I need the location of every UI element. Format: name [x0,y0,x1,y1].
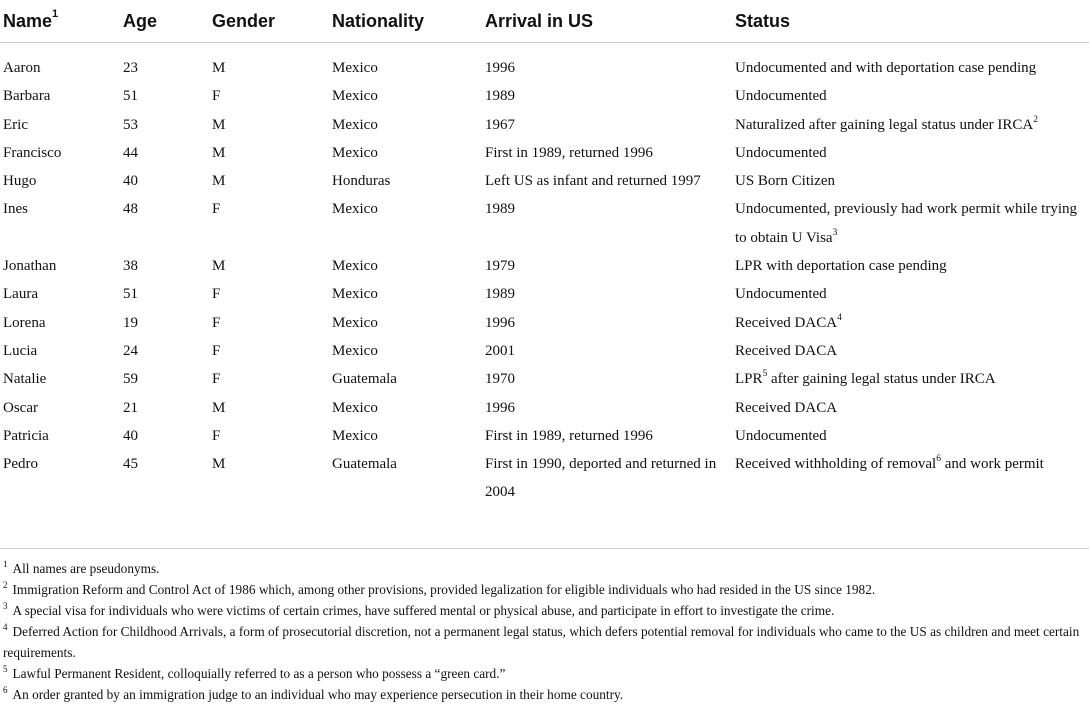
cell-arrival: 2001 [485,342,515,359]
cell-arrival: Left US as infant and returned 1997 [485,173,701,190]
cell-arrival: 1967 [485,116,515,133]
table-row [0,111,1089,139]
cell-age: 51 [123,88,138,105]
footnote-mark: 3 [3,600,8,611]
table-row [0,365,1089,393]
cell-gender: M [212,173,226,190]
footnote-marker: 2 [1033,114,1038,125]
cell-name: Patricia [3,427,49,444]
table-bottom-rule [0,548,1089,549]
footnote-text: Deferred Action for Childhood Arrivals, a form of prosecutorial discretion, not a permanent legal status, which defers potential removal for individuals who came to the US as children and meet certain requirements. [3,624,1080,660]
footnote-marker: 6 [936,454,941,465]
cell-nationality: Mexico [332,342,378,359]
header-age: Age [120,0,209,43]
header-arrival: Arrival in US [482,0,732,43]
footnote-5 [3,663,1089,684]
cell-gender: M [212,60,226,76]
cell-gender: F [212,342,221,359]
cell-arrival: 1989 [485,201,515,218]
cell-age: 53 [123,116,138,133]
cell-status: Received DACA [735,399,838,416]
cell-gender: F [212,371,221,388]
cell-status: Undocumented [735,286,827,303]
cell-nationality: Mexico [332,60,378,76]
footnote-marker: 4 [837,312,842,323]
cell-nationality: Mexico [332,286,378,303]
table-row [0,337,1089,365]
cell-name: Jonathan [3,258,57,275]
cell-name: Ines [3,201,28,218]
cell-age: 19 [123,314,138,331]
cell-nationality: Mexico [332,201,378,218]
cell-arrival: 1996 [485,314,515,331]
footnote-text: Immigration Reform and Control Act of 1986 which, among other provisions, provided legalization for eligible individuals who had resided in the US since 1982. [12,582,876,597]
cell-status: LPR with deportation case pending [735,258,947,275]
table-row [0,195,1089,252]
cell-name: Eric [3,116,28,133]
cell-gender: F [212,286,221,303]
cell-nationality: Honduras [332,173,391,190]
cell-nationality: Mexico [332,88,378,105]
cell-status: Received DACA$^4$ [735,312,842,331]
table-row [0,394,1089,422]
cell-status: Undocumented [735,427,827,444]
cell-gender: M [212,258,226,275]
cell-arrival: First in 1989, returned 1996 [485,144,653,161]
cell-nationality: Mexico [332,427,378,444]
cell-arrival: 1970 [485,371,515,388]
cell-gender: M [212,144,226,161]
cell-gender: F [212,314,221,331]
footnote-marker: 3 [832,227,838,238]
cell-gender: F [212,201,221,218]
cell-status: Undocumented [735,144,827,161]
table-row [0,139,1089,167]
cell-nationality: Mexico [332,258,378,275]
footnotes [3,558,1089,705]
cell-age: 40 [123,427,138,444]
footnote-6 [3,684,1089,705]
cell-age: 23 [123,60,138,76]
cell-status: US Born Citizen [735,173,835,190]
footnote-mark: 4 [3,621,8,632]
cell-nationality: Mexico [332,314,378,331]
table-row [0,309,1089,337]
cell-age: 51 [123,286,138,303]
table-row [0,450,1089,513]
cell-gender: F [212,88,221,105]
footnote-mark: 1 [3,558,8,569]
footnote-text: Lawful Permanent Resident, colloquially referred to as a person who possess a “green card.” [12,666,506,681]
cell-name: Lorena [3,314,46,331]
cell-arrival: 1996 [485,399,515,416]
cell-nationality: Mexico [332,116,378,133]
cell-name: Oscar [3,399,38,416]
table-row [0,280,1089,308]
cell-name: Francisco [3,144,62,161]
cell-status: LPR$^5$ after gaining legal status under IRCA [735,369,996,388]
cell-gender: M [212,116,226,133]
cell-nationality: Guatemala [332,456,397,473]
table-row [0,167,1089,195]
cell-age: 59 [123,371,138,388]
cell-name: Hugo [3,173,37,190]
cell-gender: M [212,399,226,416]
cell-name: Barbara [3,88,51,105]
cell-nationality: Mexico [332,399,378,416]
footnote-mark: 2 [3,579,8,590]
footnote-text: An order granted by an immigration judge to an individual who may experience persecution in their home country. [12,687,624,702]
cell-status: Received withholding of removal$^6$ and work permit [735,454,1044,473]
cell-gender: M [212,456,226,473]
table-row [0,43,1089,83]
cell-name: Natalie [3,371,47,388]
table-row [0,82,1089,110]
cell-arrival: First in 1989, returned 1996 [485,427,653,444]
table-row [0,422,1089,450]
header-nationality: Nationality [329,0,482,43]
cell-age: 40 [123,173,138,190]
cell-age: 45 [123,456,138,473]
header-gender: Gender [209,0,329,43]
footnote-4 [3,621,1089,663]
cell-arrival: 1989 [485,286,515,303]
cell-age: 24 [123,342,138,359]
footnote-text: A special visa for individuals who were victims of certain crimes, have suffered mental or physical abuse, and participate in effort to investigate the crime. [12,603,835,618]
header-name: Name$^1$ [0,0,120,43]
footnote-text: All names are pseudonyms. [12,561,160,576]
cell-name: Laura [3,286,38,303]
cell-status: Undocumented, previously had work permit while trying to obtain U Visa$^3$ [735,201,1078,246]
cell-arrival: 1996 [485,60,515,76]
footnote-mark: 5 [3,663,8,674]
cell-age: 44 [123,144,138,161]
header-status: Status [732,0,1089,43]
cell-name: Aaron [3,60,41,76]
cell-status: Undocumented and with deportation case pending [735,60,1037,76]
footnote-3 [3,600,1089,621]
table-body [0,43,1089,513]
cell-name: Pedro [3,456,38,473]
footnote-mark: 6 [3,684,8,695]
cell-arrival: 1979 [485,258,515,275]
cell-nationality: Mexico [332,144,378,161]
cell-arrival: 1989 [485,88,515,105]
cell-status: Undocumented [735,88,827,105]
cell-age: 38 [123,258,138,275]
footnote-marker: 1 [52,7,59,20]
footnote-1 [3,558,1089,579]
cell-age: 21 [123,399,138,416]
cell-gender: F [212,427,221,444]
cell-nationality: Guatemala [332,371,397,388]
cell-arrival: First in 1990, deported and returned in 2004 [485,456,717,501]
cell-age: 48 [123,201,138,218]
table-header-row [0,0,1089,43]
cell-status: Naturalized after gaining legal status under IRCA$^2$ [735,114,1038,133]
footnote-2 [3,579,1089,600]
cell-status: Received DACA [735,342,838,359]
table-row [0,252,1089,280]
cell-name: Lucia [3,342,38,359]
footnote-marker: 5 [762,369,768,380]
